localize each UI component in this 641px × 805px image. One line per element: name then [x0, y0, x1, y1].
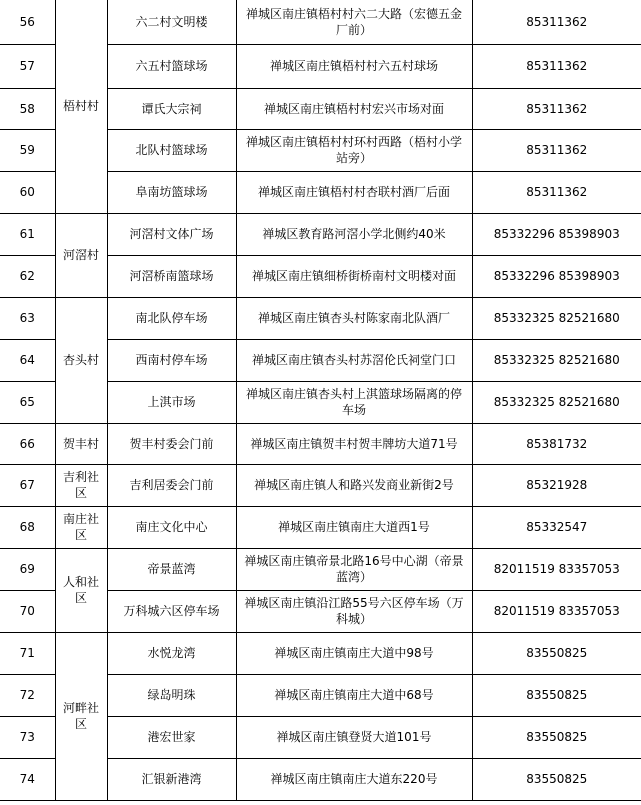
phone-cell: 82011519 83357053 — [472, 548, 641, 590]
place-cell: 六五村篮球场 — [107, 44, 236, 88]
table-row — [0, 297, 641, 339]
row-number: 70 — [0, 590, 55, 632]
village-cell: 吉利社区 — [55, 464, 107, 506]
row-number: 64 — [0, 339, 55, 381]
place-cell: 万科城六区停车场 — [107, 590, 236, 632]
row-number: 57 — [0, 44, 55, 88]
phone-cell: 82011519 83357053 — [472, 590, 641, 632]
phone-cell: 85332325 82521680 — [472, 381, 641, 423]
phone-cell: 85332325 82521680 — [472, 339, 641, 381]
row-number: 74 — [0, 758, 55, 800]
place-cell: 港宏世家 — [107, 716, 236, 758]
address-cell: 禅城区南庄镇杏头村陈家南北队酒厂 — [236, 297, 472, 339]
phone-cell: 83550825 — [472, 716, 641, 758]
row-number: 63 — [0, 297, 55, 339]
place-cell: 水悦龙湾 — [107, 632, 236, 674]
row-number: 58 — [0, 88, 55, 129]
table-row — [0, 632, 641, 674]
phone-cell: 85332296 85398903 — [472, 213, 641, 255]
place-cell: 谭氏大宗祠 — [107, 88, 236, 129]
address-cell: 禅城区南庄镇梧村村宏兴市场对面 — [236, 88, 472, 129]
address-cell: 禅城区南庄镇人和路兴发商业新街2号 — [236, 464, 472, 506]
row-number: 68 — [0, 506, 55, 548]
row-number: 61 — [0, 213, 55, 255]
place-cell: 阜南坊篮球场 — [107, 171, 236, 213]
phone-cell: 85311362 — [472, 171, 641, 213]
address-cell: 禅城区南庄镇登贤大道101号 — [236, 716, 472, 758]
row-number: 60 — [0, 171, 55, 213]
village-cell: 河滘村 — [55, 213, 107, 297]
place-cell: 吉利居委会门前 — [107, 464, 236, 506]
table-row — [0, 0, 641, 44]
row-number: 62 — [0, 255, 55, 297]
address-cell: 禅城区南庄镇南庄大道中68号 — [236, 674, 472, 716]
address-cell: 禅城区南庄镇南庄大道中98号 — [236, 632, 472, 674]
phone-cell: 85311362 — [472, 129, 641, 171]
row-number: 59 — [0, 129, 55, 171]
table-row — [0, 423, 641, 464]
row-number: 73 — [0, 716, 55, 758]
phone-cell: 85332547 — [472, 506, 641, 548]
place-cell: 南北队停车场 — [107, 297, 236, 339]
address-cell: 禅城区南庄镇贺丰村贺丰牌坊大道71号 — [236, 423, 472, 464]
phone-cell: 85311362 — [472, 44, 641, 88]
place-cell: 河滘桥南篮球场 — [107, 255, 236, 297]
place-cell: 绿岛明珠 — [107, 674, 236, 716]
address-cell: 禅城区南庄镇沿江路55号六区停车场（万科城） — [236, 590, 472, 632]
address-cell: 禅城区南庄镇南庄大道东220号 — [236, 758, 472, 800]
phone-cell: 83550825 — [472, 758, 641, 800]
place-cell: 河滘村文体广场 — [107, 213, 236, 255]
address-cell: 禅城区南庄镇帝景北路16号中心湖（帝景蓝湾） — [236, 548, 472, 590]
place-cell: 北队村篮球场 — [107, 129, 236, 171]
phone-cell: 83550825 — [472, 632, 641, 674]
row-number: 72 — [0, 674, 55, 716]
phone-cell: 83550825 — [472, 674, 641, 716]
address-cell: 禅城区教育路河滘小学北侧约40米 — [236, 213, 472, 255]
phone-cell: 85311362 — [472, 0, 641, 44]
address-cell: 禅城区南庄镇梧村村六五村球场 — [236, 44, 472, 88]
table-row — [0, 213, 641, 255]
row-number: 65 — [0, 381, 55, 423]
village-cell: 梧村村 — [55, 0, 107, 213]
place-cell: 贺丰村委会门前 — [107, 423, 236, 464]
address-cell: 禅城区南庄镇梧村村环村西路（梧村小学站旁） — [236, 129, 472, 171]
table-row — [0, 506, 641, 548]
village-cell: 杏头村 — [55, 297, 107, 423]
address-cell: 禅城区南庄镇梧村村六二大路（宏德五金厂前） — [236, 0, 472, 44]
place-cell: 帝景蓝湾 — [107, 548, 236, 590]
phone-cell: 85321928 — [472, 464, 641, 506]
phone-cell: 85381732 — [472, 423, 641, 464]
table-row — [0, 548, 641, 590]
place-cell: 六二村文明楼 — [107, 0, 236, 44]
address-cell: 禅城区南庄镇杏头村上淇篮球场隔离的停车场 — [236, 381, 472, 423]
village-cell: 河畔社区 — [55, 632, 107, 800]
phone-cell: 85332296 85398903 — [472, 255, 641, 297]
address-cell: 禅城区南庄镇南庄大道西1号 — [236, 506, 472, 548]
place-cell: 西南村停车场 — [107, 339, 236, 381]
place-cell: 上淇市场 — [107, 381, 236, 423]
address-cell: 禅城区南庄镇梧村村杏联村酒厂后面 — [236, 171, 472, 213]
row-number: 56 — [0, 0, 55, 44]
row-number: 66 — [0, 423, 55, 464]
row-number: 67 — [0, 464, 55, 506]
table-row — [0, 464, 641, 506]
place-cell: 南庄文化中心 — [107, 506, 236, 548]
row-number: 71 — [0, 632, 55, 674]
village-cell: 贺丰村 — [55, 423, 107, 464]
address-cell: 禅城区南庄镇细桥街桥南村文明楼对面 — [236, 255, 472, 297]
address-cell: 禅城区南庄镇杏头村苏滘伦氏祠堂门口 — [236, 339, 472, 381]
village-cell: 人和社区 — [55, 548, 107, 632]
phone-cell: 85332325 82521680 — [472, 297, 641, 339]
village-cell: 南庄社区 — [55, 506, 107, 548]
row-number: 69 — [0, 548, 55, 590]
place-cell: 汇银新港湾 — [107, 758, 236, 800]
phone-cell: 85311362 — [472, 88, 641, 129]
